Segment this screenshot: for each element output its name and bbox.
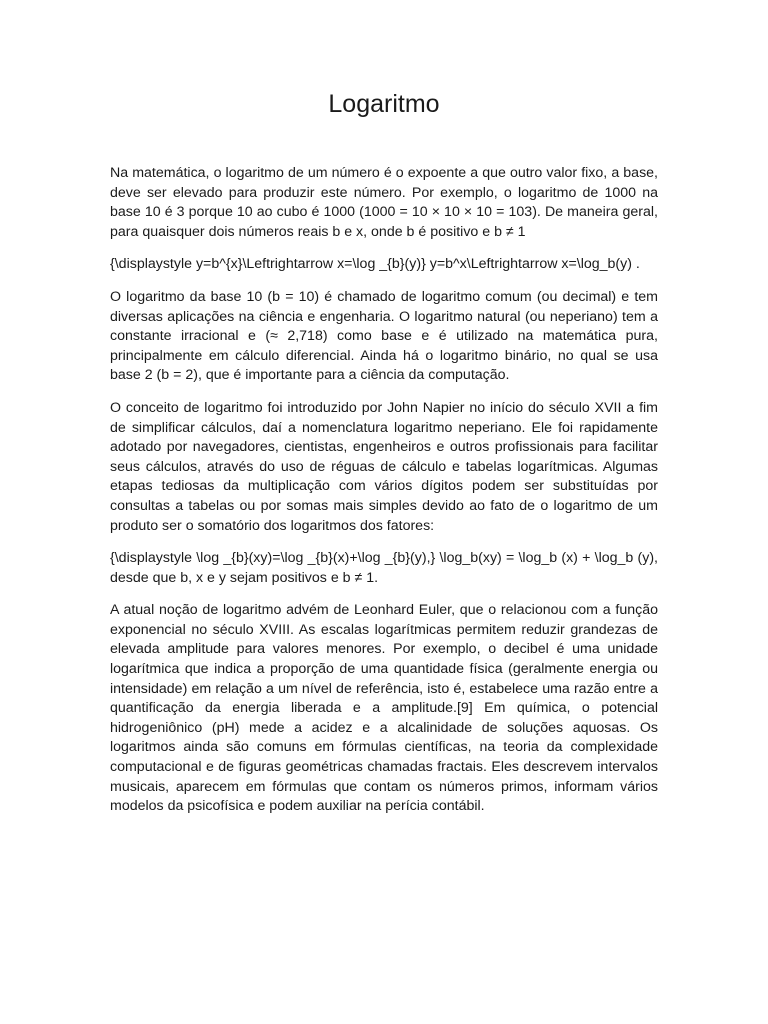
paragraph-formula-product: {\displaystyle \log _{b}(xy)=\log _{b}(x)+\log _{b}(y),} \log_b(xy) = \log_b (x) + \log_b (y), desde que b, x e y sejam positivos e b ≠ 1. [110,550,658,586]
paragraph-applications: A atual noção de logaritmo advém de Leonhard Euler, que o relacionou com a função exponencial no século XVIII. As escalas logarítmicas permitem reduzir grandezas de elevada amplitude para valores menores. Por exemplo, o decibel é uma unidade logarítmica que indica a proporção de uma quantidade física (geralmente energia ou intensidade) em relação a um nível de referência, isto é, estabelece uma razão entre a quantificação da energia liberada e a amplitude.[9] Em química, o potencial hidrogeniônico (pH) mede a acidez e a alcalinidade de soluções aquosas. Os logaritmos ainda são comuns em fórmulas científicas, na teoria da complexidade computacional e de figuras geométricas chamadas fractais. Eles descrevem intervalos musicais, aparecem em fórmulas que contam os números primos, informam vários modelos da psicofísica e podem auxiliar na perícia contábil. [110,602,658,815]
paragraph-history: O conceito de logaritmo foi introduzido por John Napier no início do século XVII a fim de simplificar cálculos, daí a nomenclatura logaritmo neperiano. Ele foi rapidamente adotado por navegadores, cientistas, engenheiros e outros profissionais para facilitar seus cálculos, através do uso de réguas de cálculo e tabelas logarítmicas. Algumas etapas tediosas da multiplicação com vários dígitos podem ser substituídas por consultas a tabelas ou por somas mais simples devido ao fato de o logaritmo de um produto ser o somatório dos logaritmos dos fatores: [110,399,658,534]
page-title: Logaritmo [328,90,440,118]
paragraph-formula-definition: {\displaystyle y=b^{x}\Leftrightarrow x=\log _{b}(y)} y=b^x\Leftrightarrow x=\log_b(y) . [110,256,640,273]
document-body [110,164,658,830]
paragraph-intro: Na matemática, o logaritmo de um número é o expoente a que outro valor fixo, a base, deve ser elevado para produzir este número. Por exemplo, o logaritmo de 1000 na base 10 é 3 porque 10 ao cubo é 1000 (1000 = 10 × 10 × 10 = 103). De maneira geral, para quaisquer dois números reais b e x, onde b é positivo e b ≠ 1 [110,165,658,240]
paragraph-bases: O logaritmo da base 10 (b = 10) é chamado de logaritmo comum (ou decimal) e tem diversas aplicações na ciência e engenharia. O logaritmo natural (ou neperiano) tem a constante irracional e (≈ 2,718) como base e é utilizado na matemática pura, principalmente em cálculo diferencial. Ainda há o logaritmo binário, no qual se usa base 2 (b = 2), que é importante para a ciência da computação. [110,288,658,384]
